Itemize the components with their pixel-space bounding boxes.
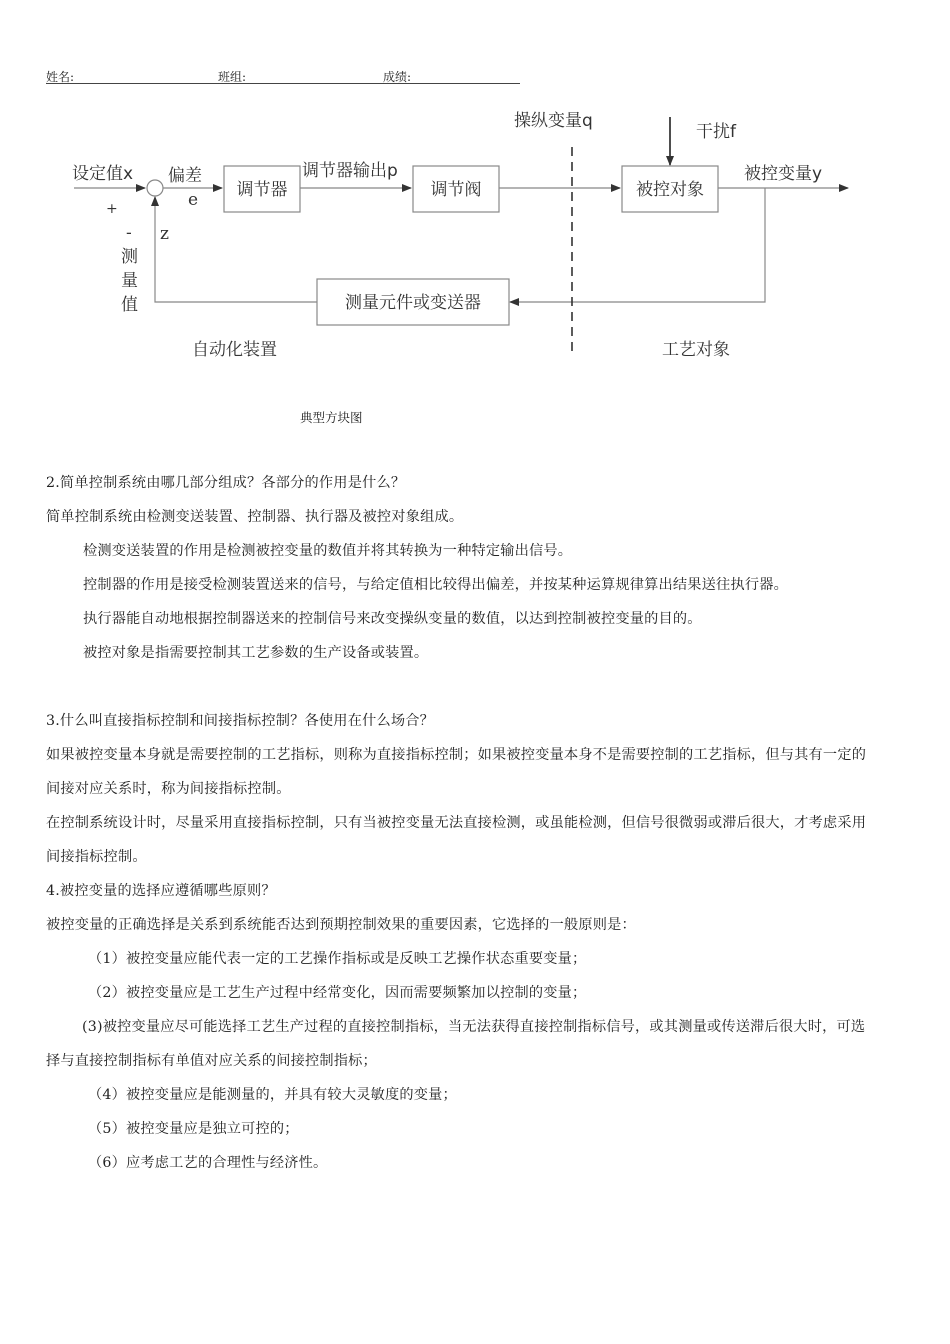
q2-question: 2.简单控制系统由哪几部分组成？各部分的作用是什么？: [46, 475, 406, 491]
summing-junction: [147, 180, 163, 196]
q3-question: 3.什么叫直接指标控制和间接指标控制？各使用在什么场合？: [46, 713, 435, 729]
header-underline: [46, 83, 520, 84]
q2-paragraph-1: 检测变送装置的作用是检测被控变量的数值并将其转换为一种特定输出信号。: [83, 543, 573, 559]
measured-char-3: 值: [121, 295, 138, 315]
score-label: 成绩:: [383, 70, 412, 84]
plus-sign: +: [106, 201, 118, 217]
q3-paragraph-1: 如果被控变量本身就是需要控制的工艺指标，则称为直接指标控制；如果被控变量本身不是需要控制的工艺指标，但与其有一定的间接对应关系时，称为间接指标控制。: [46, 747, 867, 797]
group-label: 班组:: [218, 70, 247, 84]
measured-char-2: 量: [121, 271, 138, 291]
z-label: z: [160, 224, 169, 244]
q3-paragraph-2: 在控制系统设计时，尽量采用直接指标控制，只有当被控变量无法直接检测，或虽能检测，但信号很微弱或滞后很大，才考虑采用间接指标控制。: [46, 815, 867, 865]
block-diagram: [0, 95, 950, 365]
section-spacer: [46, 670, 876, 704]
automation-label: 自动化装置: [192, 340, 277, 360]
disturbance-label: 干扰f: [696, 122, 736, 142]
feedback-arrow-out: [155, 197, 317, 302]
q4-question: 4.被控变量的选择应遵循哪些原则？: [46, 883, 276, 899]
q4-intro: 被控变量的正确选择是关系到系统能否达到预期控制效果的重要因素，它选择的一般原则是：: [46, 917, 636, 933]
q2-paragraph-2: 控制器的作用是接受检测装置送来的信号，与给定值相比较得出偏差，并按某种运算规律算出结果送往执行器。: [83, 577, 788, 593]
minus-sign: -: [126, 223, 132, 243]
q4-rule-5: （5）被控变量应是独立可控的；: [88, 1121, 299, 1137]
q4-rule-3: (3)被控变量应尽可能选择工艺生产过程的直接控制指标，当无法获得直接控制指标信号，或其测量或传送滞后很大时，可选择与直接控制指标有单值对应关系的间接控制指标；: [46, 1019, 866, 1069]
e-label: e: [188, 190, 199, 210]
document-body: [46, 466, 876, 1180]
q4-rule-6: （6）应考虑工艺的合理性与经济性。: [88, 1155, 328, 1171]
deviation-label: 偏差: [168, 166, 202, 186]
q2-paragraph-3: 执行器能自动地根据控制器送来的控制信号来改变操纵变量的数值，以达到控制被控变量的目的。: [83, 611, 702, 627]
q4-rule-2: （2）被控变量应是工艺生产过程中经常变化，因而需要频繁加以控制的变量；: [88, 985, 587, 1001]
valve-label: 调节阀: [430, 180, 482, 200]
manipulated-label: 操纵变量q: [514, 111, 593, 131]
q4-rule-4: （4）被控变量应是能测量的，并具有较大灵敏度的变量；: [88, 1087, 457, 1103]
controller-label: 调节器: [236, 180, 288, 200]
q2-paragraph-4: 被控对象是指需要控制其工艺参数的生产设备或装置。: [83, 645, 429, 661]
diagram-caption: 典型方块图: [300, 410, 363, 425]
q2-answer: 简单控制系统由检测变送装置、控制器、执行器及被控对象组成。: [46, 509, 464, 525]
controlled-label: 被控变量y: [744, 164, 823, 184]
process-label: 工艺对象: [662, 340, 730, 360]
setpoint-label: 设定值x: [72, 164, 134, 184]
plant-label: 被控对象: [636, 180, 704, 200]
transmitter-label: 测量元件或变送器: [345, 293, 481, 313]
measured-char-1: 测: [121, 247, 138, 267]
q4-rule-1: （1）被控变量应能代表一定的工艺操作指标或是反映工艺操作状态重要变量；: [88, 951, 587, 967]
controller-output-label: 调节器输出p: [302, 161, 398, 181]
name-label: 姓名:: [46, 70, 75, 84]
